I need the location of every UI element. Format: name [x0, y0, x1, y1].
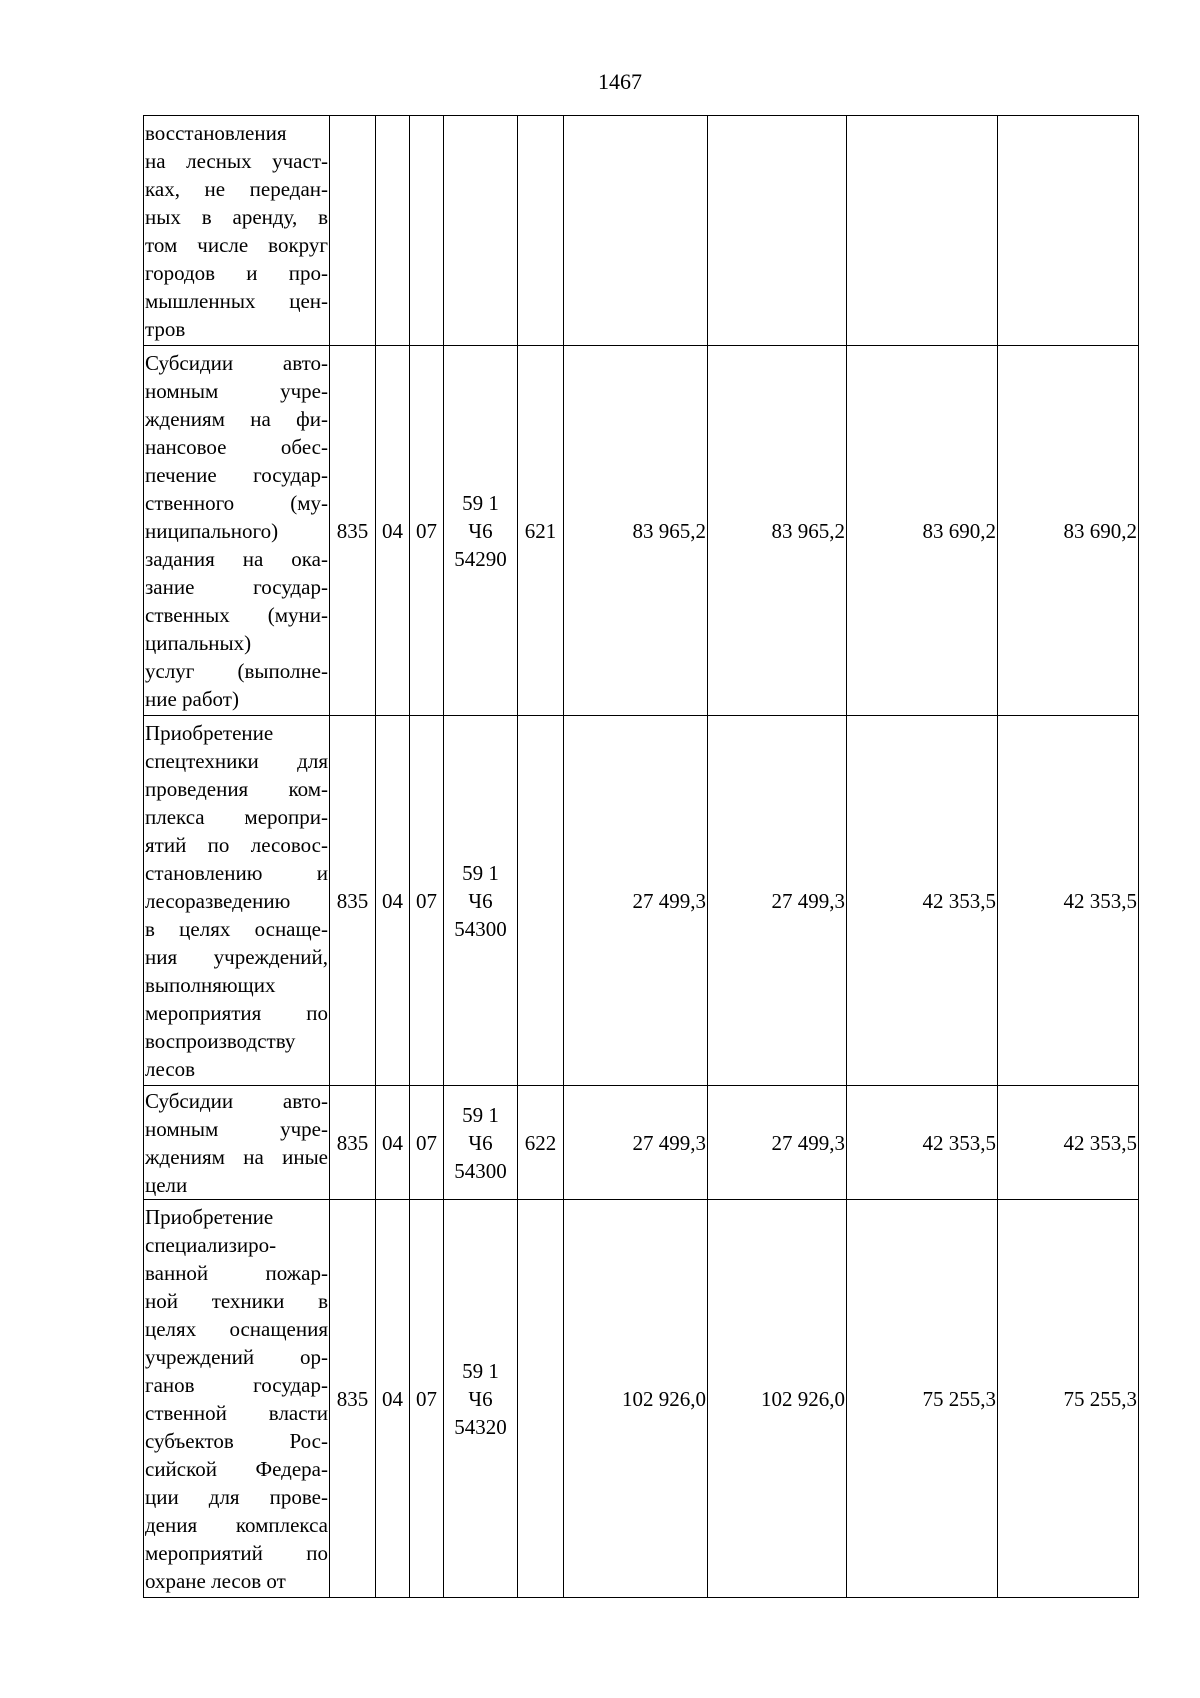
- target-article-line: Ч6: [468, 888, 493, 913]
- target-article-line: 54300: [454, 916, 507, 941]
- description-line: ганов государ-: [145, 1372, 328, 1397]
- description-line: восстановления: [145, 120, 287, 145]
- description-line: тров: [145, 316, 186, 341]
- amount-col-1: 27 499,3: [564, 1086, 708, 1200]
- row-description: [144, 716, 330, 1086]
- description-line: охране лесов от: [145, 1568, 286, 1593]
- description-line: ственного (му-: [145, 490, 328, 515]
- description-line: становлению и: [145, 860, 328, 885]
- description-line: Приобретение: [145, 1204, 274, 1229]
- target-article-line: Ч6: [468, 1386, 493, 1411]
- description-line: ние работ): [145, 686, 239, 711]
- description-line: зание государ-: [145, 574, 328, 599]
- ministry-code: 835: [330, 346, 376, 716]
- subsection-code: 07: [410, 346, 444, 716]
- description-line: городов и про-: [145, 260, 328, 285]
- section-code: [376, 116, 410, 346]
- description-line: цели: [145, 1172, 188, 1197]
- section-code: 04: [376, 346, 410, 716]
- description-line: Субсидии авто-: [145, 350, 328, 375]
- amount-col-3: 75 255,3: [847, 1200, 998, 1598]
- subsection-code: [410, 116, 444, 346]
- amount-col-4: 83 690,2: [998, 346, 1139, 716]
- amount-col-3: 83 690,2: [847, 346, 998, 716]
- amount-col-4: 42 353,5: [998, 716, 1139, 1086]
- description-line: ниципального): [145, 518, 279, 543]
- amount-col-4: 75 255,3: [998, 1200, 1139, 1598]
- amount-col-3: 42 353,5: [847, 716, 998, 1086]
- amount-col-4: [998, 116, 1139, 346]
- table-row: [144, 1086, 1139, 1200]
- table-row: [144, 1200, 1139, 1598]
- description-line: мероприятий по: [145, 1540, 328, 1565]
- description-line: целях оснащения: [145, 1316, 328, 1341]
- amount-col-2: 27 499,3: [708, 1086, 847, 1200]
- description-line: воспроизводству: [145, 1028, 296, 1053]
- amount-col-2: [708, 116, 847, 346]
- description-line: нансовое обес-: [145, 434, 328, 459]
- ministry-code: [330, 116, 376, 346]
- amount-col-2: 102 926,0: [708, 1200, 847, 1598]
- section-code: 04: [376, 1200, 410, 1598]
- table-row: [144, 116, 1139, 346]
- amount-col-3: [847, 116, 998, 346]
- target-article-code: [444, 346, 518, 716]
- description-line: ственных (муни-: [145, 602, 328, 627]
- subsection-code: 07: [410, 716, 444, 1086]
- target-article-line: 59 1: [462, 490, 499, 515]
- expense-type-code: [518, 1200, 564, 1598]
- subsection-code: 07: [410, 1200, 444, 1598]
- description-line: на лесных участ-: [145, 148, 328, 173]
- budget-table: [143, 115, 1139, 1598]
- description-line: Приобретение: [145, 720, 274, 745]
- description-line: ждениям на фи-: [145, 406, 328, 431]
- target-article-line: 59 1: [462, 1102, 499, 1127]
- description-line: выполняющих: [145, 972, 276, 997]
- description-line: ципальных): [145, 630, 252, 655]
- target-article-line: 54300: [454, 1158, 507, 1183]
- target-article-line: 54290: [454, 546, 507, 571]
- expense-type-code: 622: [518, 1086, 564, 1200]
- description-line: мышленных цен-: [145, 288, 328, 313]
- description-line: задания на ока-: [145, 546, 328, 571]
- description-line: в целях оснаще-: [145, 916, 328, 941]
- target-article-line: 54320: [454, 1414, 507, 1439]
- amount-col-1: 27 499,3: [564, 716, 708, 1086]
- description-line: специализиро-: [145, 1232, 277, 1257]
- target-article-line: Ч6: [468, 1130, 493, 1155]
- description-line: номным учре-: [145, 1116, 328, 1141]
- amount-col-1: 83 965,2: [564, 346, 708, 716]
- page-number: 1467: [598, 69, 642, 94]
- ministry-code: 835: [330, 1200, 376, 1598]
- section-code: 04: [376, 716, 410, 1086]
- amount-col-4: 42 353,5: [998, 1086, 1139, 1200]
- description-line: плекса меропри-: [145, 804, 328, 829]
- row-description: [144, 1086, 330, 1200]
- description-line: ния учреждений,: [145, 944, 328, 969]
- description-line: сийской Федера-: [145, 1456, 328, 1481]
- target-article-line: Ч6: [468, 518, 493, 543]
- expense-type-code: [518, 716, 564, 1086]
- amount-col-1: 102 926,0: [564, 1200, 708, 1598]
- amount-col-2: 27 499,3: [708, 716, 847, 1086]
- description-line: ции для прове-: [145, 1484, 328, 1509]
- target-article-line: 59 1: [462, 1358, 499, 1383]
- target-article-code: [444, 1086, 518, 1200]
- description-line: лесов: [145, 1056, 196, 1081]
- description-line: лесоразведению: [145, 888, 291, 913]
- description-line: субъектов Рос-: [145, 1428, 328, 1453]
- description-line: номным учре-: [145, 378, 328, 403]
- subsection-code: 07: [410, 1086, 444, 1200]
- description-line: ках, не передан-: [145, 176, 328, 201]
- description-line: ственной власти: [145, 1400, 328, 1425]
- target-article-code: [444, 1200, 518, 1598]
- target-article-line: 59 1: [462, 860, 499, 885]
- expense-type-code: 621: [518, 346, 564, 716]
- target-article-code: [444, 116, 518, 346]
- description-line: ных в аренду, в: [145, 204, 328, 229]
- description-line: мероприятия по: [145, 1000, 328, 1025]
- description-line: Субсидии авто-: [145, 1088, 328, 1113]
- description-line: учреждений ор-: [145, 1344, 328, 1369]
- amount-col-1: [564, 116, 708, 346]
- description-line: ждениям на иные: [145, 1144, 328, 1169]
- description-line: том числе вокруг: [145, 232, 328, 257]
- expense-type-code: [518, 116, 564, 346]
- table-row: [144, 346, 1139, 716]
- description-line: проведения ком-: [145, 776, 328, 801]
- row-description: [144, 1200, 330, 1598]
- description-line: ной техники в: [145, 1288, 328, 1313]
- ministry-code: 835: [330, 716, 376, 1086]
- amount-col-2: 83 965,2: [708, 346, 847, 716]
- description-line: ятий по лесовос-: [145, 832, 328, 857]
- description-line: ванной пожар-: [145, 1260, 328, 1285]
- section-code: 04: [376, 1086, 410, 1200]
- row-description: [144, 116, 330, 346]
- description-line: печение государ-: [145, 462, 328, 487]
- description-line: услуг (выполне-: [145, 658, 328, 683]
- row-description: [144, 346, 330, 716]
- description-line: спецтехники для: [145, 748, 328, 773]
- amount-col-3: 42 353,5: [847, 1086, 998, 1200]
- table-row: [144, 716, 1139, 1086]
- table-body: [144, 116, 1139, 1598]
- target-article-code: [444, 716, 518, 1086]
- description-line: дения комплекса: [145, 1512, 328, 1537]
- ministry-code: 835: [330, 1086, 376, 1200]
